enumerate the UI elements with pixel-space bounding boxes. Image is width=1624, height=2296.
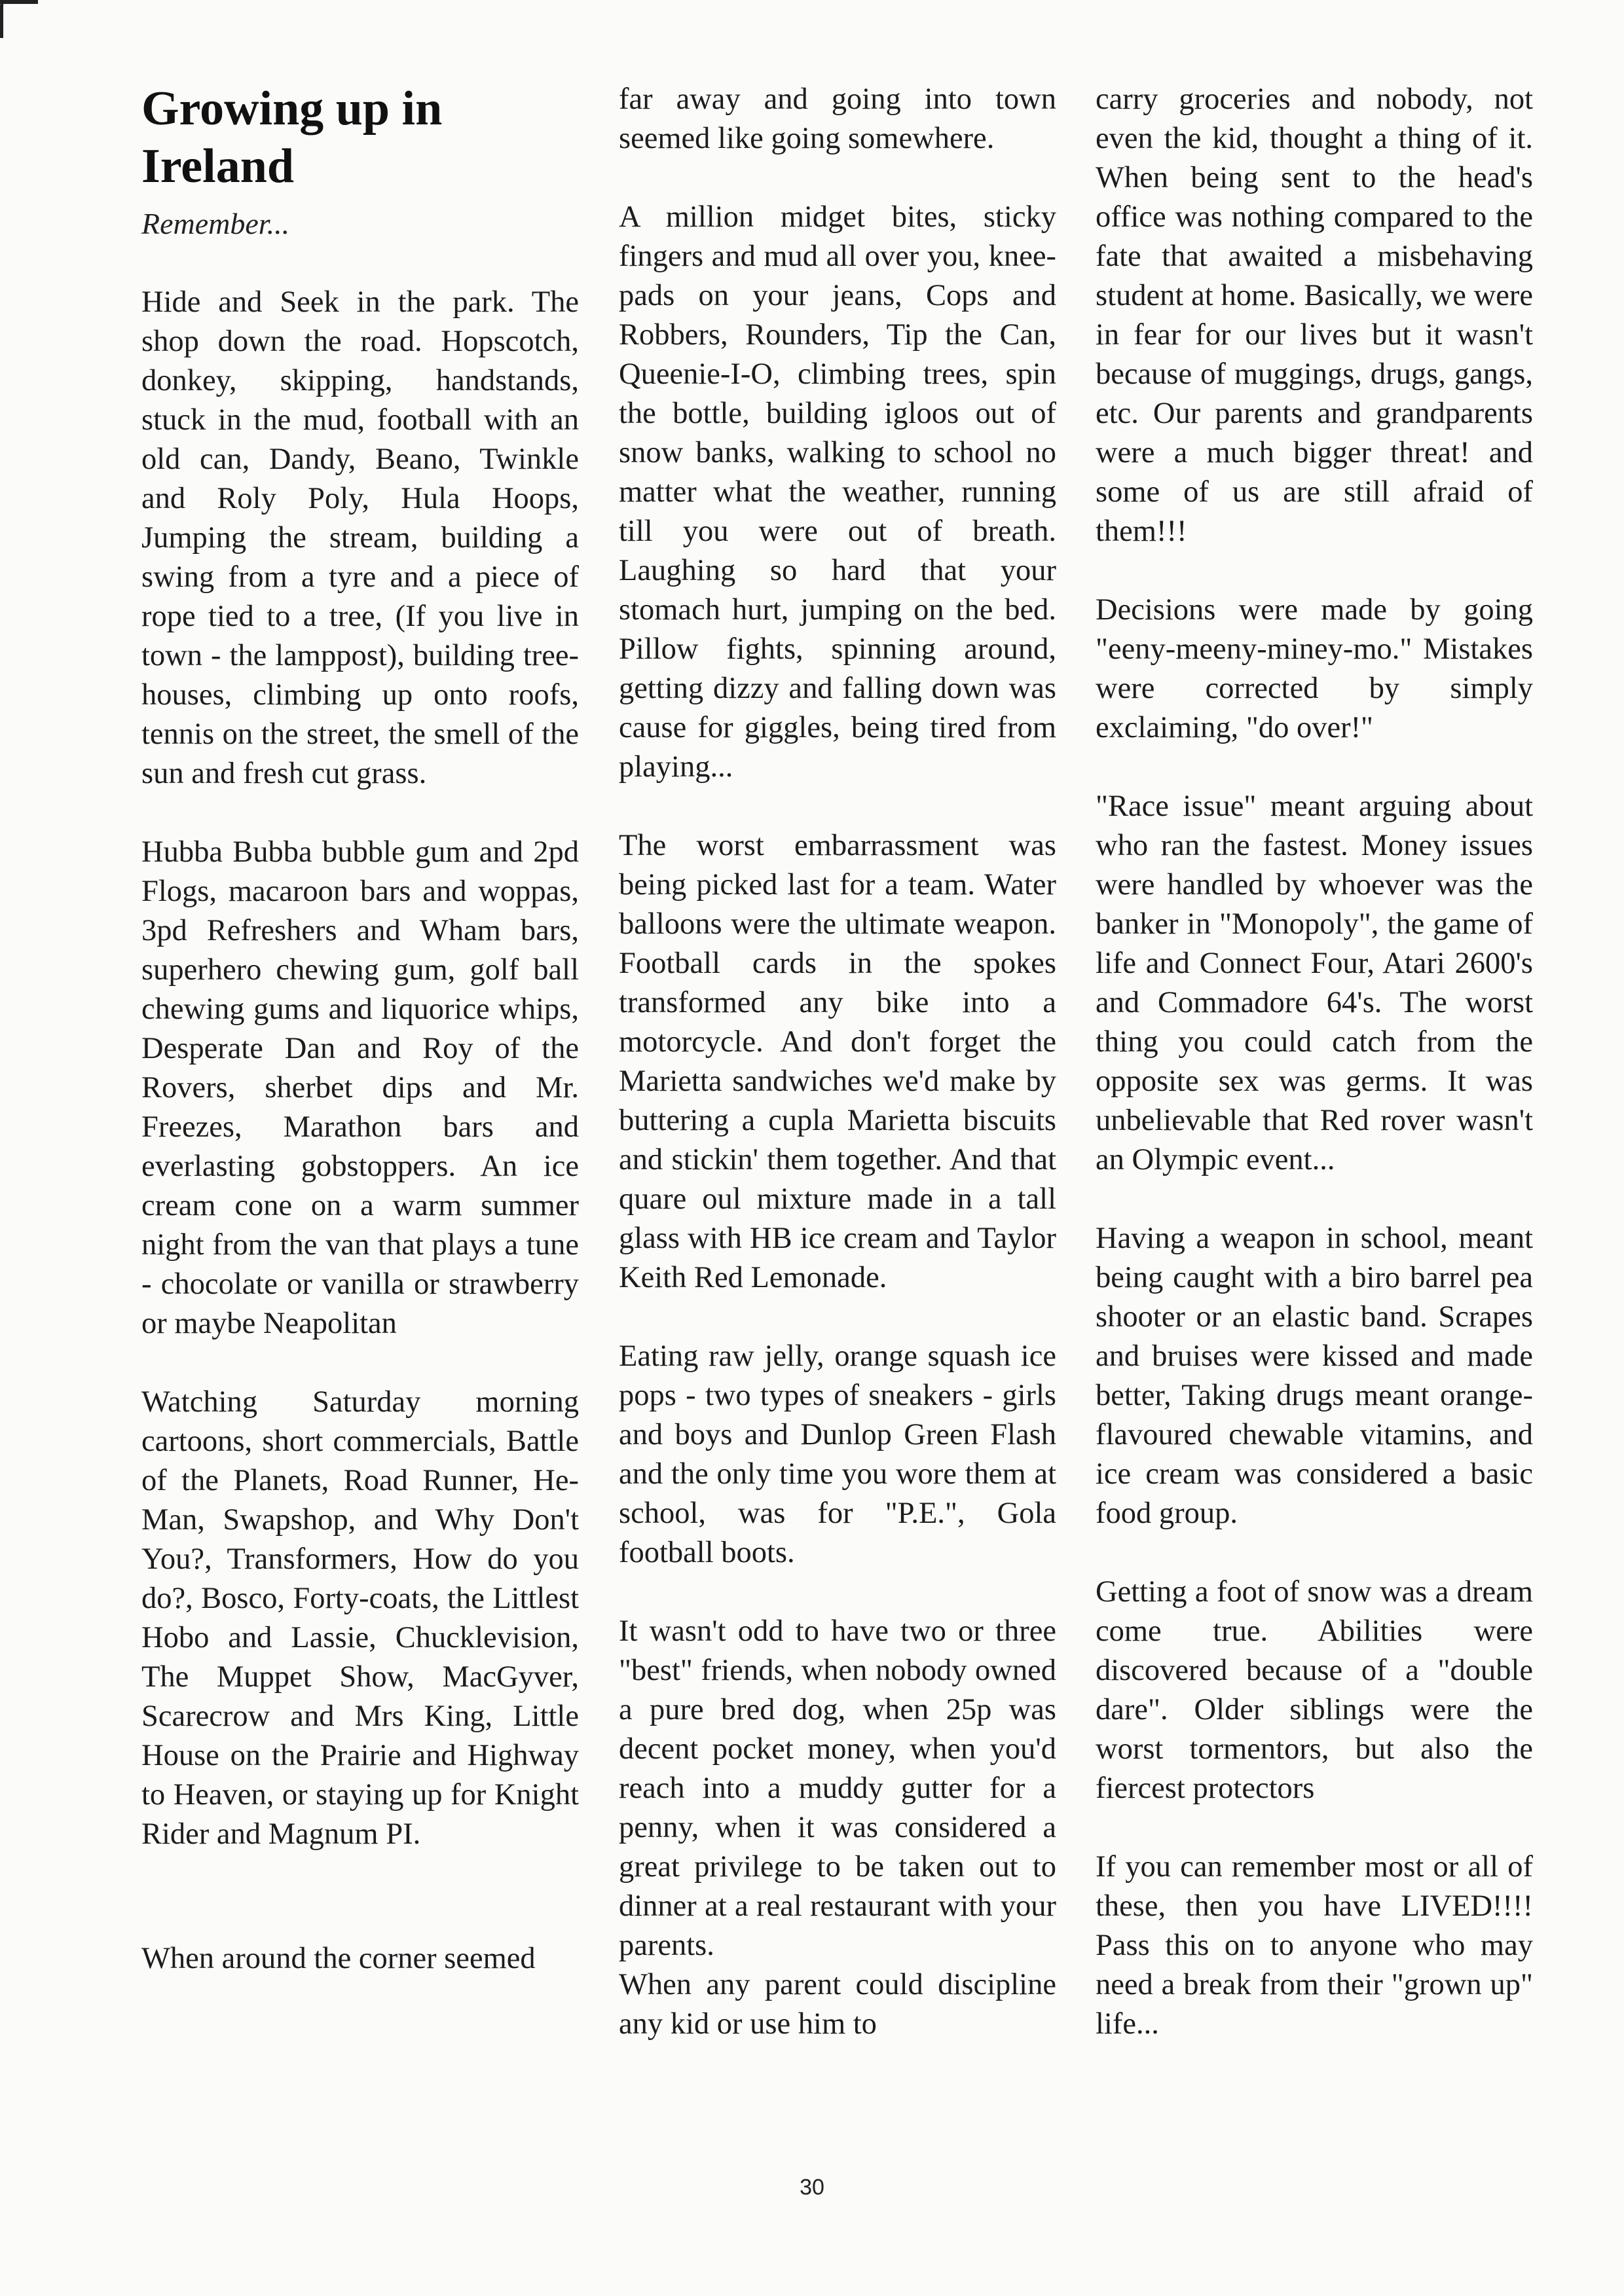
article-subtitle: Remember...: [141, 207, 290, 240]
paragraph-discipline-part1: When any parent could discipline any kid or use him to: [619, 1968, 1056, 2041]
article-title: Growing up in Ireland: [141, 82, 443, 193]
paragraph-race-issue: "Race issue" meant arguing about who ran the fastest. Money issues were handled by whoever was the banker in "Monopoly", the game of life and Connect Four, Atari 2600's and Commadore 64's. The worst thing you could catch from the opposite sex was germs. It was unbelievable that Red rover wasn't an Olympic event...: [1096, 790, 1533, 1176]
page-number: 30: [800, 2175, 824, 2200]
paragraph-embarrassment: The worst embarrassment was being picked last for a team. Water balloons were the ultimate weapon. Football cards in the spokes transformed any bike into a motorcycle. And don't forget the Marietta sandwiches we'd make by buttering a cupla Marietta biscuits and stickin' them together. And that quare oul mixture made in a tall glass with HB ice cream and Taylor Keith Red Lemonade.: [619, 829, 1056, 1294]
paragraph-closing: If you can remember most or all of these, then you have LIVED!!!! Pass this on to anyone who may need a break from their "grown up" life...: [1096, 1850, 1533, 2041]
column-1: [141, 80, 579, 1978]
column-3: [1096, 80, 1533, 2044]
column-2: [619, 80, 1056, 2044]
paragraph-sweets: Hubba Bubba bubble gum and 2pd Flogs, macaroon bars and woppas, 3pd Refreshers and Wham bars, superhero chewing gum, golf ball chewing gums and liquorice whips, Desperate Dan and Roy of the Rovers, sherbet dips and Mr. Freezes, Marathon bars and everlasting gobstoppers. An ice cream cone on a warm summer night from the van that plays a tune - chocolate or vanilla or strawberry or maybe Neapolitan: [141, 835, 579, 1340]
paragraph-discipline-part2: carry groceries and nobody, not even the kid, thought a thing of it. When being sent to the head's office was nothing compared to the fate that awaited a misbehaving student at home. Basically, we were in fear for our lives but it wasn't because of muggings, drugs, gangs, etc. Our parents and grandparents were a much bigger threat! and some of us are still afraid of them!!!: [1096, 82, 1533, 548]
page-corner-mark: [0, 0, 38, 41]
paragraph-friends: It wasn't odd to have two or three "best" friends, when nobody owned a pure bred dog, when 25p was decent pocket money, when you'd reach into a muddy gutter for a penny, when it was considered a great privilege to be taken out to dinner at a real restaurant with your parents.: [619, 1614, 1056, 1962]
paragraph-snow: Getting a foot of snow was a dream come true. Abilities were discovered because of a "double dare". Older siblings were the worst tormentors, but also the fiercest protectors: [1096, 1575, 1533, 1805]
paragraph-outdoor-play: A million midget bites, sticky fingers and mud all over you, knee-pads on your jeans, Cops and Robbers, Rounders, Tip the Can, Queenie-I-O, climbing trees, spin the bottle, building igloos out of snow banks, walking to school no matter what the weather, running till you were out of breath. Laughing so hard that your stomach hurt, jumping on the bed. Pillow fights, spinning around, getting dizzy and falling down was cause for giggles, being tired from playing...: [619, 200, 1056, 784]
paragraph-corner-part2: far away and going into town seemed like going somewhere.: [619, 82, 1056, 155]
paragraph-games: Hide and Seek in the park. The shop down the road. Hopscotch, donkey, skipping, handstands, stuck in the mud, football with an old can, Dandy, Beano, Twinkle and Roly Poly, Hula Hoops, Jumping the stream, building a swing from a tyre and a piece of rope tied to a tree, (If you live in town - the lamppost), building tree-houses, climbing up onto roofs, tennis on the street, the smell of the sun and fresh cut grass.: [141, 285, 579, 790]
paragraph-weapon: Having a weapon in school, meant being caught with a biro barrel pea shooter or an elastic band. Scrapes and bruises were kissed and made better, Taking drugs meant orange-flavoured chewable vitamins, and ice cream was considered a basic food group.: [1096, 1222, 1533, 1530]
paragraph-decisions: Decisions were made by going "eeny-meeny-miney-mo." Mistakes were corrected by simply exclaiming, "do over!": [1096, 593, 1533, 744]
paragraph-corner-part1: When around the corner seemed: [141, 1942, 536, 1975]
paragraph-tv: Watching Saturday morning cartoons, short commercials, Battle of the Planets, Road Runner, He-Man, Swapshop, and Why Don't You?, Transformers, How do you do?, Bosco, Forty-coats, the Littlest Hobo and Lassie, Chucklevision, The Muppet Show, MacGyver, Scarecrow and Mrs King, Little House on the Prairie and Highway to Heaven, or staying up for Knight Rider and Magnum PI.: [141, 1385, 579, 1851]
paragraph-jelly: Eating raw jelly, orange squash ice pops - two types of sneakers - girls and boys and Dunlop Green Flash and the only time you wore them at school, was for "P.E.", Gola football boots.: [619, 1339, 1056, 1569]
